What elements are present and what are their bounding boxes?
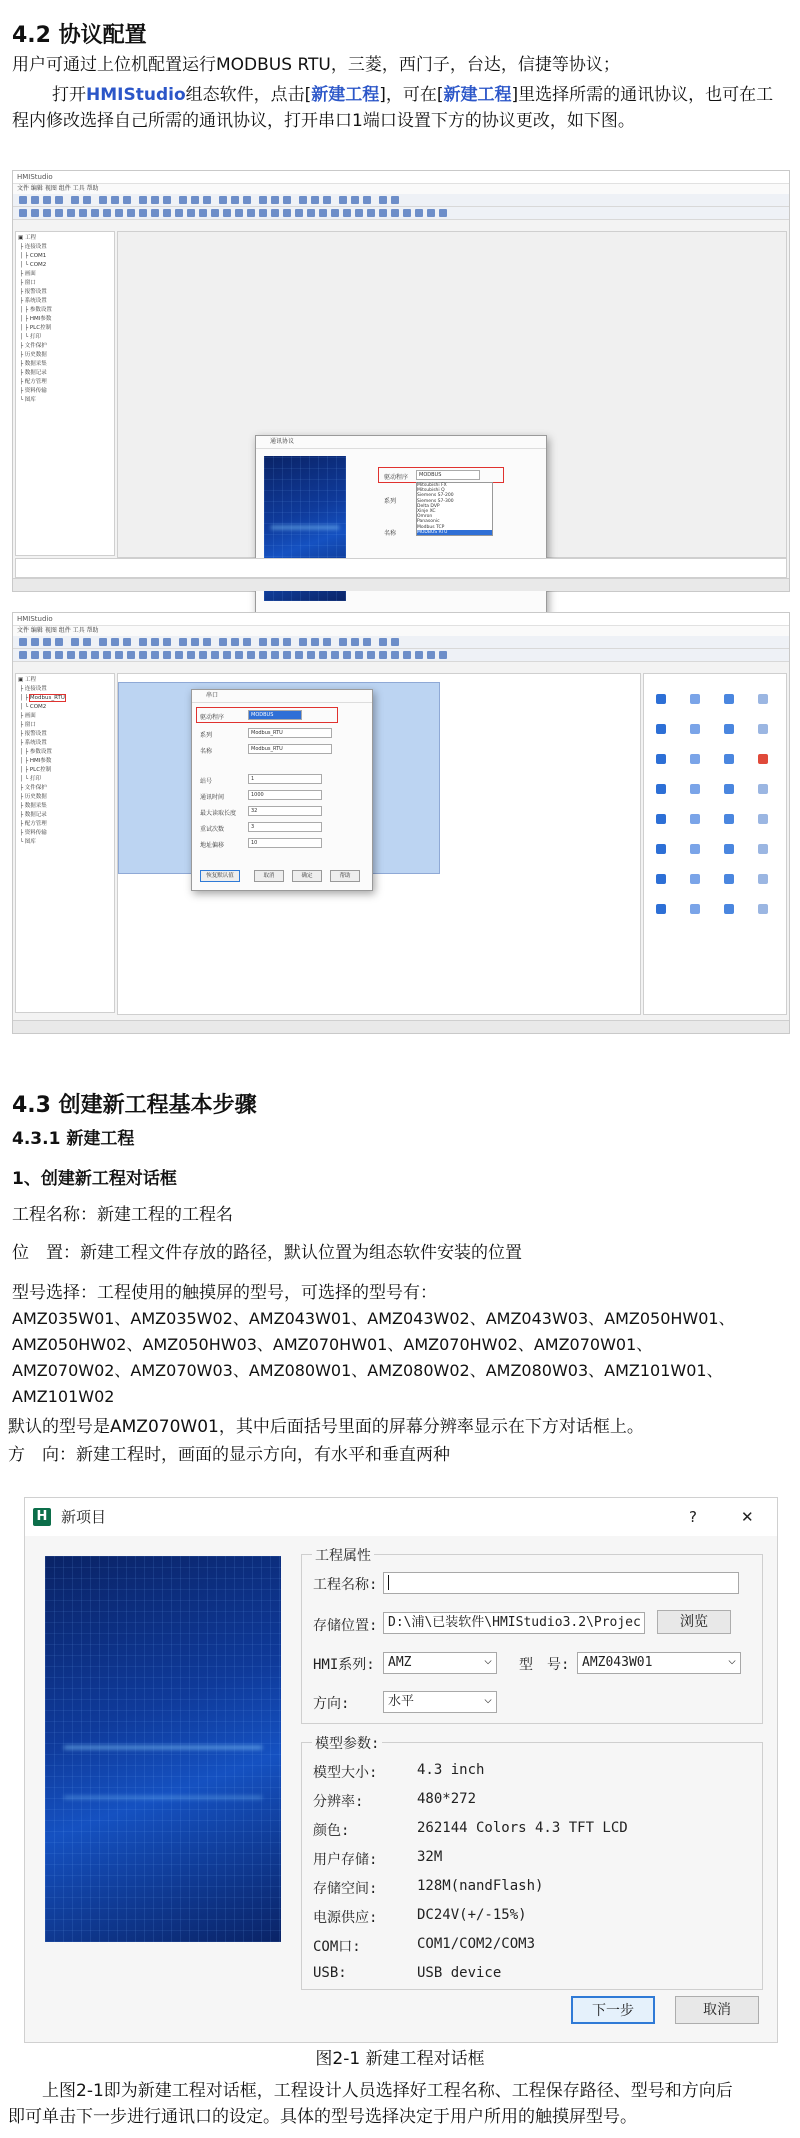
name-label: 名称: [200, 748, 213, 755]
screenshot-serial-dialog: [12, 612, 790, 1034]
protocol-label: 驱动程序: [384, 474, 409, 481]
new-project-dialog: [24, 1497, 778, 2043]
model-list-line-2: AMZ050HW02、AMZ050HW03、AMZ070HW01、AMZ070HW02、AMZ070W01、: [12, 1335, 653, 1354]
list-item-selected[interactable]: MODBUS RTU: [417, 530, 492, 535]
param-value: 4.3 inch: [417, 1762, 485, 1778]
param-key: 模型大小:: [313, 1765, 378, 1781]
app-titlebar: HMIStudio: [13, 613, 789, 626]
desc-project-name: 工程名称：新建工程的工程名: [12, 1205, 233, 1225]
toolbar-row-1: [13, 194, 789, 207]
dialog-banner-image: [45, 1556, 281, 1942]
series-label: 系列: [200, 732, 213, 739]
model-list-line-1: AMZ035W01、AMZ035W02、AMZ043W01、AMZ043W02、AMZ043W03、AMZ050HW01、: [12, 1309, 735, 1328]
direction-label: 方向:: [313, 1696, 350, 1712]
help-icon[interactable]: ?: [689, 1508, 697, 1526]
param-field[interactable]: 10: [248, 838, 322, 848]
param-value: 32M: [417, 1849, 443, 1865]
hmi-series-select[interactable]: AMZ ⌵: [383, 1652, 497, 1674]
param-key: 分辨率:: [313, 1794, 364, 1810]
app-titlebar: HMIStudio: [13, 171, 789, 184]
location-label: 存储位置:: [313, 1618, 378, 1634]
param-key: 用户存储:: [313, 1852, 378, 1868]
protocol-label: 驱动程序: [200, 714, 225, 721]
list-item[interactable]: Xinje XC: [417, 509, 436, 515]
step-title: 1、创建新工程对话框: [12, 1169, 177, 1189]
figure-caption: 图2-1 新建工程对话框: [315, 2049, 485, 2069]
param-value: 128M(nandFlash): [417, 1878, 544, 1894]
param-value: 262144 Colors 4.3 TFT LCD: [417, 1820, 628, 1836]
param-key: 存储空间:: [313, 1881, 378, 1897]
model-select[interactable]: AMZ043W01 ⌵: [577, 1652, 741, 1674]
component-palette[interactable]: [643, 673, 787, 1015]
param-label: 通讯时间: [200, 794, 225, 801]
param-key: 电源供应:: [313, 1910, 378, 1926]
serial-dialog-title: 串口: [192, 690, 372, 703]
param-value: COM1/COM2/COM3: [417, 1936, 536, 1952]
param-label: 站号: [200, 778, 213, 785]
protocol-field[interactable]: MODBUS: [416, 470, 480, 480]
closing-paragraph-line-2: 即可单击下一步进行通讯口的设定。具体的型号选择决定于用户所用的触摸屏型号。: [8, 2107, 637, 2127]
project-tree[interactable]: ▣ 工程 ├ 连接设置 │ ├ Modbus_RTU │ └ COM2 ├ 画面 ├ 窗口 ├ 报警设置 ├ 系统设置 │ ├ 参数设置 │ ├ HMI参数 │ ├ PLC控制 │ └ 打印 ├ 文件保护 ├ 历史数据 ├ 数据采集 ├ 数据记录 ├ 配方管理 ├ 资料传输 └ 图库: [15, 673, 115, 1013]
hmi-series-label: HMI系列:: [313, 1657, 375, 1673]
param-key: USB:: [313, 1965, 347, 1981]
param-value: USB device: [417, 1965, 502, 1981]
param-field[interactable]: 3: [248, 822, 322, 832]
param-label: 最大读取长度: [200, 810, 237, 817]
desc-model: 型号选择：工程使用的触摸屏的型号，可选择的型号有：: [12, 1283, 437, 1303]
model-list-line-3: AMZ070W02、AMZ070W03、AMZ080W01、AMZ080W02、AMZ080W03、AMZ101W01、: [12, 1361, 723, 1380]
desc-default-model: 默认的型号是AMZ070W01，其中后面括号里面的屏幕分辨率显示在下方对话框上。: [8, 1417, 644, 1437]
protocol-dropdown-list[interactable]: [416, 482, 493, 536]
app-menubar: 文件 编辑 视图 组件 工具 帮助: [13, 184, 789, 194]
model-label: 型 号:: [519, 1657, 570, 1673]
param-field[interactable]: 1: [248, 774, 322, 784]
serial-dialog: [191, 689, 373, 891]
protocol-dialog-title: 通讯协议: [256, 436, 546, 449]
dialog-titlebar: [25, 1498, 777, 1536]
project-properties-legend: 工程属性: [312, 1545, 374, 1565]
section-title-4-2: 4.2 协议配置: [12, 23, 147, 48]
param-label: 地址偏移: [200, 842, 225, 849]
param-label: 重试次数: [200, 826, 225, 833]
param-value: DC24V(+/-15%): [417, 1907, 527, 1923]
output-panel: [15, 558, 787, 578]
paragraph-protocols: 用户可通过上位机配置运行MODBUS RTU，三菱，西门子，台达，信捷等协议；: [12, 55, 620, 75]
model-list-line-4: AMZ101W02: [12, 1387, 115, 1406]
protocol-field[interactable]: MODBUS: [248, 710, 302, 720]
protocol-highlight-box: [378, 467, 504, 483]
project-name-label: 工程名称:: [313, 1577, 378, 1593]
list-item[interactable]: Siemens S7-300: [417, 498, 454, 504]
list-item[interactable]: Panasonic: [417, 519, 440, 525]
name-label: 名称: [384, 530, 397, 537]
desc-direction: 方 向：新建工程时，画面的显示方向，有水平和垂直两种: [8, 1445, 450, 1465]
status-bar: [13, 1020, 789, 1033]
location-input[interactable]: D:\浦\已装软件\HMIStudio3.2\Projec: [383, 1612, 645, 1634]
status-bar: [13, 578, 789, 591]
subsection-title-4-3-1: 4.3.1 新建工程: [12, 1129, 135, 1149]
series-label: 系列: [384, 498, 397, 505]
toolbar-row-2: [13, 207, 789, 220]
dialog-title: 新项目: [61, 1508, 107, 1526]
project-name-input[interactable]: [383, 1572, 739, 1594]
ok-button[interactable]: 确定: [292, 870, 322, 882]
list-item[interactable]: Delta DVP: [417, 503, 440, 509]
browse-button[interactable]: 浏览: [657, 1610, 731, 1634]
param-value: 480*272: [417, 1791, 477, 1807]
direction-select[interactable]: 水平 ⌵: [383, 1691, 497, 1713]
list-item[interactable]: Mitsubishi Q: [417, 488, 445, 494]
next-button[interactable]: 下一步: [571, 1996, 655, 2024]
app-menubar: 文件 编辑 视图 组件 工具 帮助: [13, 626, 789, 636]
screenshot-protocol-dialog: [12, 170, 790, 592]
app-logo-icon: H: [33, 1508, 51, 1526]
paragraph-open-software: 打开HMIStudio组态软件，点击[新建工程]，可在[新建工程]里选择所需的通讯协议，也可在工 程内修改选择自己所需的通讯协议，打开串口1端口设置下方的协议更改，如下图。: [12, 85, 774, 131]
cancel-button[interactable]: 取消: [254, 870, 284, 882]
help-button[interactable]: 帮助: [330, 870, 360, 882]
restore-default-button[interactable]: 恢复默认值: [200, 870, 240, 882]
cancel-button[interactable]: 取消: [675, 1996, 759, 2024]
desc-location: 位 置：新建工程文件存放的路径，默认位置为组态软件安装的位置: [12, 1243, 522, 1263]
param-key: 颜色:: [313, 1823, 350, 1839]
name-field[interactable]: Modbus_RTU: [248, 744, 332, 754]
toolbar-row-1: [13, 636, 789, 649]
list-item[interactable]: Modbus TCP: [417, 524, 445, 530]
list-item[interactable]: Mitsubishi FX: [417, 483, 447, 488]
list-item[interactable]: Omron: [417, 514, 433, 520]
model-params-legend: 模型参数:: [312, 1733, 382, 1753]
param-field[interactable]: 32: [248, 806, 322, 816]
list-item[interactable]: Siemens S7-200: [417, 493, 454, 499]
protocol-highlight-box: [196, 707, 338, 723]
closing-paragraph-line-1: 上图2-1即为新建工程对话框，工程设计人员选择好工程名称、工程保存路径、型号和方向后: [42, 2081, 733, 2101]
section-title-4-3: 4.3 创建新工程基本步骤: [12, 1093, 257, 1118]
param-key: COM口:: [313, 1939, 361, 1955]
project-tree[interactable]: ▣ 工程 ├ 连接设置 │ ├ COM1 │ └ COM2 ├ 画面 ├ 窗口 ├ 报警设置 ├ 系统设置 │ ├ 参数设置 │ ├ HMI参数 │ ├ PLC控制 │ └ 打印 ├ 文件保护 ├ 历史数据 ├ 数据采集 ├ 数据记录 ├ 配方管理 ├ 资料传输 └ 图库: [15, 231, 115, 556]
tree-item-selected[interactable]: Modbus_RTU: [29, 695, 65, 701]
close-icon[interactable]: ✕: [741, 1508, 754, 1526]
toolbar-row-2: [13, 649, 789, 662]
param-field[interactable]: 1000: [248, 790, 322, 800]
series-field[interactable]: Modbus_RTU: [248, 728, 332, 738]
